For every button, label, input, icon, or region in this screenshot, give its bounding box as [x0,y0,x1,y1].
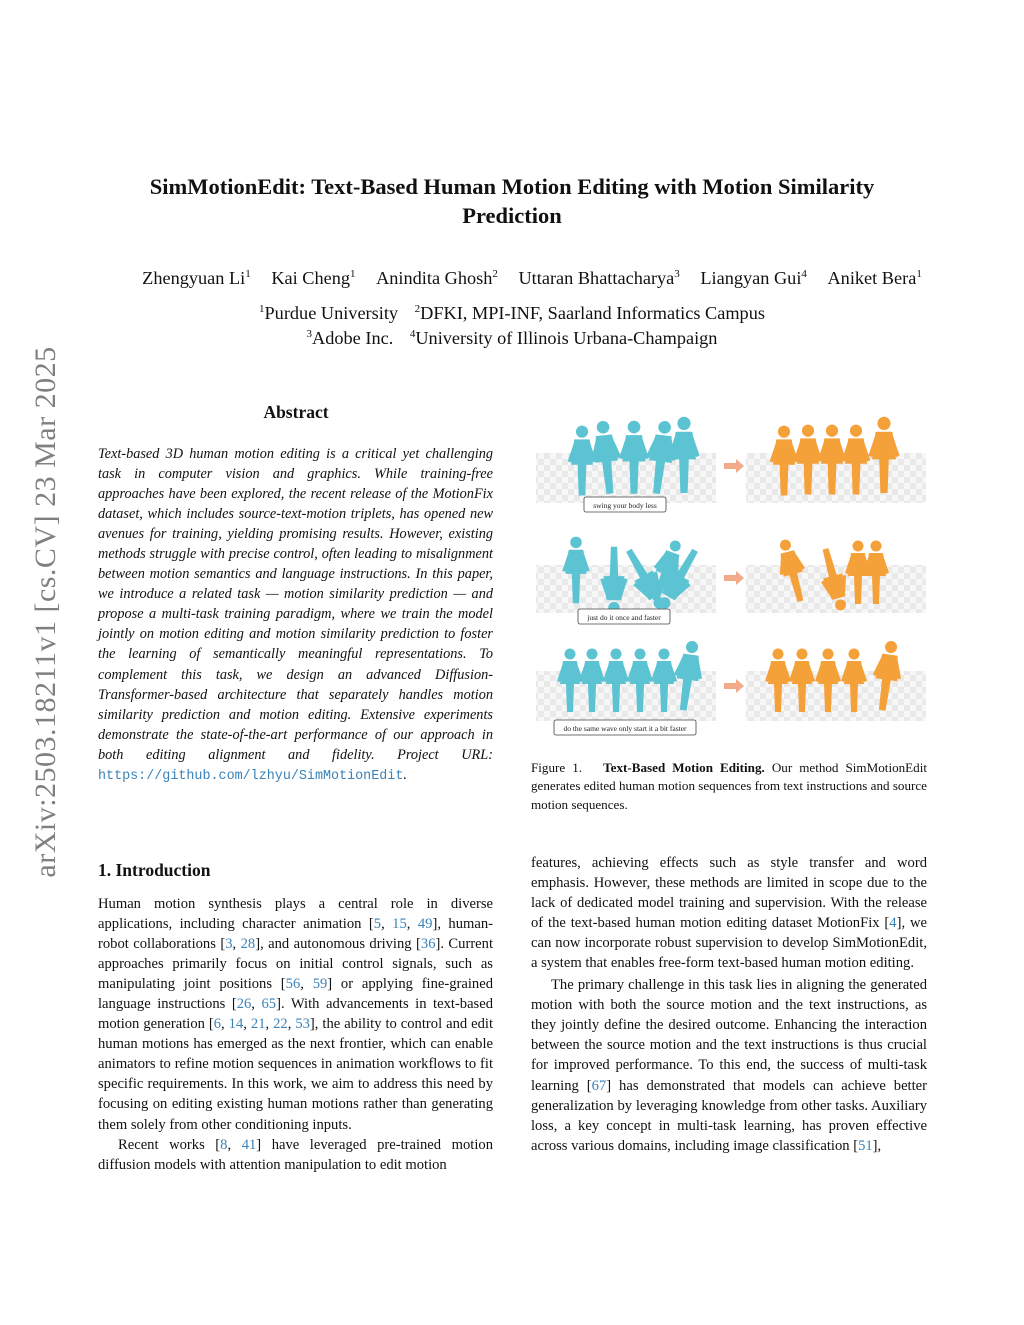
figure-caption: Figure 1. Text-Based Motion Editing. Our method SimMotionEdit generates edited human motion sequences from text instructions and source motion sequences. [531,760,927,812]
author: Liangyan Gui$^4$ [700,268,807,288]
title-line-2: Prediction [462,203,562,228]
citation-link[interactable]: 49 [417,916,433,933]
arxiv-identifier: arXiv:2503.18211v1 [cs.CV] 23 Mar 2025 [29,346,62,878]
figure-row-3 [536,639,926,735]
arrow-icon [724,679,744,693]
affiliation-line-2 [60,328,964,349]
citation-link[interactable]: 6 [213,1016,222,1033]
citation-link[interactable]: 28 [240,936,256,953]
author: Zhengyuan Li$^1$ [142,268,251,288]
affiliation: $^1$Purdue University [259,303,399,323]
project-url-link[interactable]: https://github.com/lzhyu/SimMotionEdit [98,768,404,784]
author: Uttaran Bhattacharya$^3$ [518,268,680,288]
citation-link[interactable]: 15 [392,916,407,933]
author: Aniket Bera$^1$ [827,268,922,288]
citation-link[interactable]: 8 [220,1136,228,1153]
citation-link[interactable]: 3 [225,936,233,953]
prompt-label: do the same wave only start it a bit faster [563,724,687,733]
right-column-text [531,853,927,1156]
affiliation-line-1 [60,303,964,324]
citation-link[interactable]: 65 [261,996,277,1013]
citation-link[interactable]: 51 [858,1137,873,1154]
author-list [60,268,1004,289]
affiliation: $^2$DFKI, MPI-INF, Saarland Informatics Campus [414,303,765,323]
citation-link[interactable]: 59 [312,976,328,993]
citation-link[interactable]: 53 [295,1016,310,1033]
affiliation: $^3$Adobe Inc. [306,328,394,348]
arrow-icon [724,459,744,473]
citation-link[interactable]: 22 [273,1016,288,1033]
figure-1 [532,405,928,745]
paragraph: Recent works [8, 41] have leveraged pre-trained motion diffusion models with attention manipulation to edit motion [98,1136,493,1173]
title-line-1: SimMotionEdit: Text-Based Human Motion Editing with Motion Similarity [149,174,875,199]
paragraph: features, achieving effects such as style transfer and word emphasis. However, these methods are limited in scope due to the lack of dedicated model training and supervision. With the release of the text-based human motion editing dataset MotionFix [4], we can now incorporate robust supervision to develop SimMotionEdit, a system that enables free-form text-based human motion editing. [531,855,927,972]
abstract-heading: Abstract [263,402,329,422]
prompt-label: swing your body less [593,501,657,510]
abstract-text: Text-based 3D human motion editing is a critical yet challenging task in computer vision and graphics. While training-free approaches have been explored, the recent release of the MotionFix dataset, which includes source-text-motion triplets, has opened new avenues for training, yielding promising results. However, existing methods struggle with precise control, often leading to misalignment between motion semantics and language instructions. In this paper, we introduce a related task — motion similarity prediction — and propose a multi-task training paradigm, where we train the model jointly on motion editing and motion similarity prediction to foster the learning of semantically meaningful representations. To complement this task, we design an advanced Diffusion-Transformer-based architecture that separately handles motion similarity prediction and motion editing. Extensive experiments demonstrate the state-of-the-art performance of our approach in both editing alignment and fidelity. Project URL: https://github.com/lzhyu/SimMotionEdit. [98,446,493,784]
citation-link[interactable]: 56 [285,976,301,993]
citation-link[interactable]: 4 [889,915,897,932]
author: Kai Cheng$^1$ [271,268,356,288]
affiliation: $^4$University of Illinois Urbana-Champaign [409,328,718,348]
paper-title [90,172,934,230]
prompt-label: just do it once and faster [587,613,661,622]
left-column-text [98,894,493,1175]
citation-link[interactable]: 21 [250,1016,266,1033]
section-heading: 1. Introduction [98,860,211,880]
arrow-icon [724,571,744,585]
author: Anindita Ghosh$^2$ [376,268,498,288]
citation-link[interactable]: 26 [236,996,252,1013]
paragraph: The primary challenge in this task lies in aligning the generated motion with both the source motion and the text instructions, as they jointly define the desired outcome. Enhancing the interaction between the source motion and the text instructions is thus crucial for improved performance. To this end, the success of multi-task learning [67] has demonstrated that models can achieve better generalization by leveraging knowledge from other tasks. Auxiliary loss, a key concept in multi-task learning, has proven effective across various domains, including image classification [51], [531,977,927,1154]
citation-link[interactable]: 36 [420,936,436,953]
citation-link[interactable]: 41 [241,1136,257,1153]
figure-row-2 [536,536,926,624]
citation-link[interactable]: 5 [373,916,382,933]
citation-link[interactable]: 14 [228,1016,244,1033]
paragraph: Human motion synthesis plays a central role in diverse applications, including character animation [5, 15, 49], human-robot collaborations [3, 28], and autonomous driving [36]. Current approaches primarily focus on initial control signals, such as manipulating joint positions [56, 59] or applying fine-grained language instructions [26, 65]. With advancements in text-based motion generation [6, 14, 21, 22, 53], the ability to control and edit human motions has emerged as the next frontier, which can enable animators to refine motion sequences in animation workflows to fit specific requirements. In this work, we aim to address this need by focusing on editing existing human motions rather than generating them solely from other conditioning inputs. [98,896,494,1133]
figure-row-1 [536,417,926,512]
citation-link[interactable]: 67 [591,1077,607,1094]
